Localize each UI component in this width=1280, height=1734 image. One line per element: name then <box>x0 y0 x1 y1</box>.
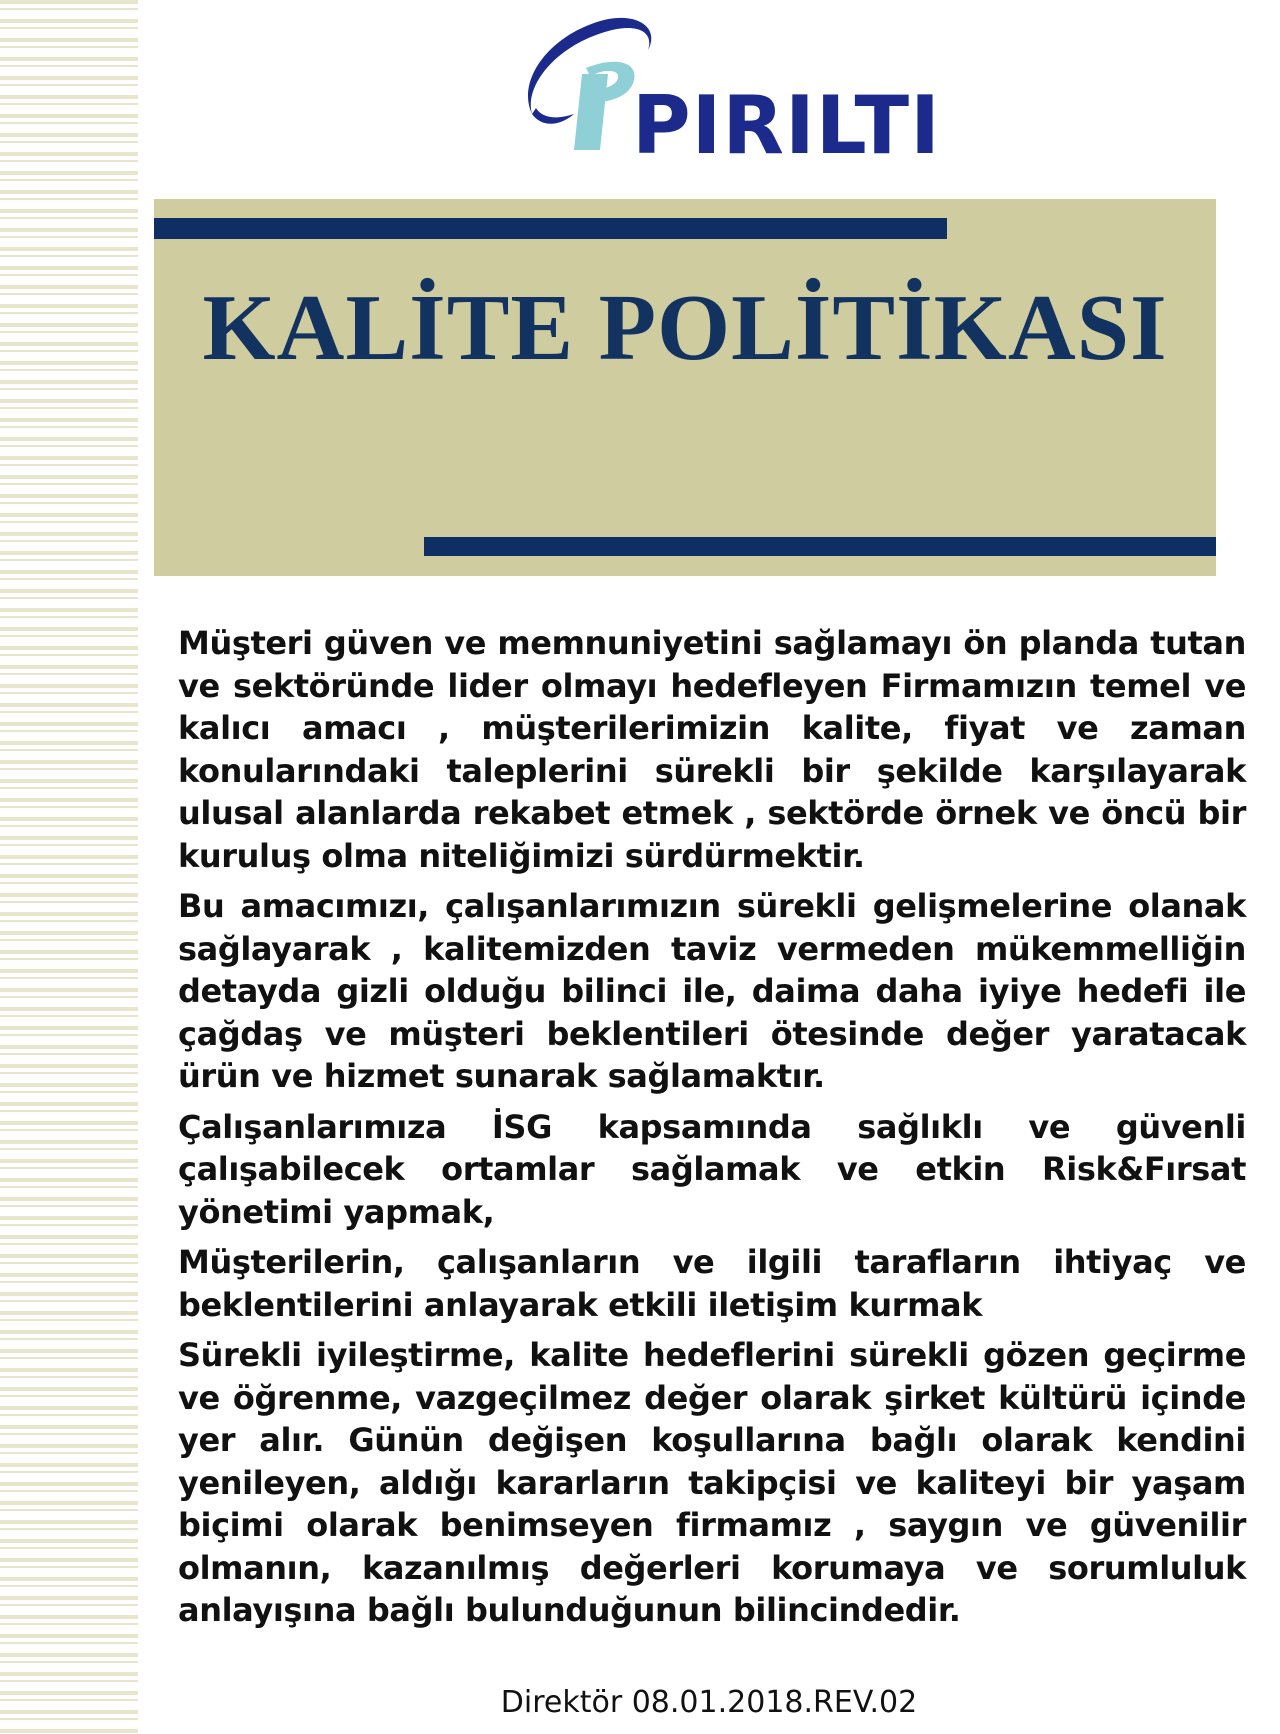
logo-text: PIRILTI <box>632 79 941 172</box>
decorative-bar-bottom <box>424 537 1216 556</box>
policy-paragraph: Bu amacımızı, çalışanlarımızın sürekli gelişmelerine olanak sağlayarak , kalitemizden taviz vermeden mükemmelliğin detayda gizli olduğu bilinci ile, daima daha iyiye hedefi ile çağdaş ve müşteri beklentileri ötesinde değer yaratacak ürün ve hizmet sunarak sağlamaktır. <box>178 887 1246 1095</box>
policy-paragraph: Müşteri güven ve memnuniyetini sağlamayı ön planda tutan ve sektöründe lider olmayı hedefleyen Firmamızın temel ve kalıcı amacı , müşterilerimizin kalite, fiyat ve zaman konularındaki taleplerini sürekli bir şekilde karşılayarak ulusal alanlarda rekabet etmek , sektörde örnek ve öncü bir kuruluş olma niteliğimizi sürdürmektir. <box>178 624 1246 875</box>
decorative-bar-top <box>154 218 947 239</box>
policy-paragraph: Çalışanlarımıza İSG kapsamında sağlıklı ve güvenli çalışabilecek ortamlar sağlamak ve etkin Risk&Fırsat yönetimi yapmak, <box>178 1107 1246 1231</box>
title-panel <box>154 199 1216 576</box>
page-title: KALİTE POLİTİKASI <box>202 276 1168 380</box>
document-footer: Direktör 08.01.2018.REV.02 <box>500 1685 918 1720</box>
policy-paragraph: Müşterilerin, çalışanların ve ilgili tarafların ihtiyaç ve beklentilerini anlayarak etkili iletişim kurmak <box>178 1243 1246 1324</box>
policy-paragraph: Sürekli iyileştirme, kalite hedeflerini sürekli gözen geçirme ve öğrenme, vazgeçilmez değer olarak şirket kültürü içinde yer alır. Günün değişen koşullarına bağlı olarak kendini yenileyen, aldığı kararların takipçisi ve kaliteyi bir yaşam biçimi olarak benimseyen firmamız , saygın ve güvenilir olmanın, kazanılmış değerleri korumaya ve sorumluluk anlayışına bağlı bulunduğunun bilincindedir. <box>178 1336 1246 1629</box>
company-logo <box>520 10 950 172</box>
policy-text <box>178 622 1246 1640</box>
decorative-stripes <box>0 0 138 1734</box>
